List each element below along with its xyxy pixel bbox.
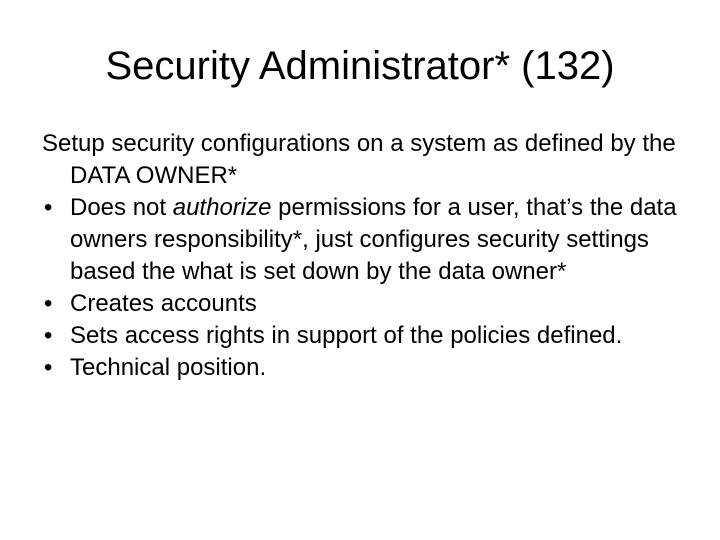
bullet-icon: • bbox=[44, 322, 53, 349]
bullet-icon: • bbox=[44, 194, 53, 221]
bullet-text-end: permissions for a user, that’s the data owners responsibility*, just configures security settings based the what is set down by the data owner* bbox=[70, 194, 677, 285]
bullet-item bbox=[42, 352, 692, 384]
bullet-icon: • bbox=[44, 354, 53, 381]
bullet-item bbox=[42, 192, 692, 288]
bullet-text: Creates accounts bbox=[70, 290, 257, 317]
bullet-icon: • bbox=[44, 290, 53, 317]
bullet-emphasis: authorize bbox=[172, 194, 272, 221]
slide-title: Security Administrator* (132) bbox=[105, 44, 615, 88]
slide-body bbox=[42, 128, 692, 384]
bullet-item bbox=[42, 288, 692, 320]
bullet-text: Sets access rights in support of the policies defined. bbox=[70, 322, 623, 349]
bullet-text: Technical position. bbox=[70, 354, 267, 381]
bullet-text-start: Does not bbox=[70, 194, 173, 221]
bullet-item bbox=[42, 320, 692, 352]
bullet-list bbox=[42, 192, 692, 384]
lead-paragraph: Setup security configurations on a system as defined by the DATA OWNER* bbox=[42, 130, 676, 189]
